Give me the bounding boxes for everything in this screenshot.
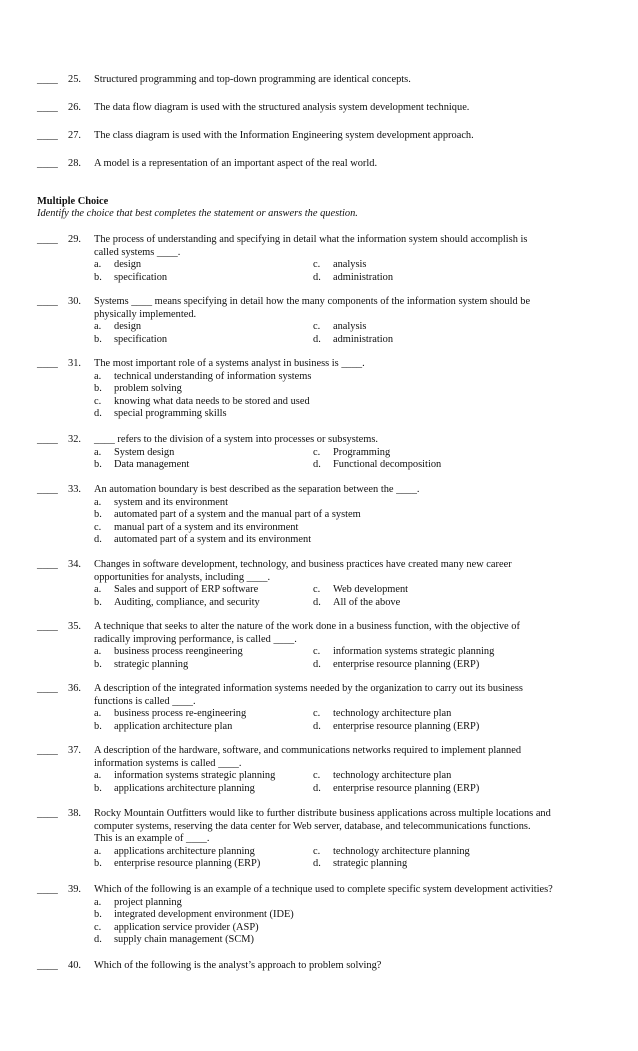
answer-option bbox=[313, 858, 407, 871]
question-text-line: A technique that seeks to alter the nature of the work done in a business function, with the objective of bbox=[94, 621, 520, 632]
question-text-line: radically improving performance, is called ____. bbox=[94, 633, 297, 645]
question-text-line: The data flow diagram is used with the structured analysis system development technique. bbox=[94, 102, 470, 113]
option-text: enterprise resource planning (ERP) bbox=[333, 782, 480, 794]
question-text-line: The process of understanding and specifying in detail what the information system should accomplish is bbox=[94, 234, 528, 245]
question-text bbox=[94, 102, 614, 115]
option-letter: b. bbox=[94, 271, 102, 283]
option-letter: c. bbox=[313, 708, 321, 720]
question-text-line: The class diagram is used with the Information Engineering system development approach. bbox=[94, 130, 474, 141]
answer-blank: ____ bbox=[37, 808, 58, 819]
answer-option bbox=[313, 459, 441, 472]
answer-option bbox=[94, 534, 311, 547]
answer-blank: ____ bbox=[37, 559, 58, 570]
answer-option bbox=[94, 783, 255, 796]
option-text: information systems strategic planning bbox=[114, 770, 276, 782]
option-letter: c. bbox=[313, 259, 321, 271]
question-text-line: A description of the integrated information systems needed by the organization to carry out its business bbox=[94, 683, 523, 694]
question-text-line: Systems ____ means specifying in detail how the many components of the information system should be bbox=[94, 296, 531, 307]
question-text-line: Which of the following is the analyst’s approach to problem solving? bbox=[94, 960, 382, 971]
answer-option bbox=[94, 259, 141, 272]
answer-blank: ____ bbox=[37, 745, 58, 756]
option-letter: d. bbox=[313, 858, 321, 870]
option-letter: d. bbox=[313, 658, 321, 670]
question-text-line: ____ refers to the division of a system into processes or subsystems. bbox=[94, 434, 378, 445]
option-letter: b. bbox=[94, 782, 102, 794]
option-text: Programming bbox=[333, 446, 391, 458]
question-text-line: called systems ____. bbox=[94, 246, 181, 258]
answer-option bbox=[313, 846, 470, 859]
answer-option bbox=[313, 334, 393, 347]
question-number: 26. bbox=[68, 102, 81, 113]
question-number: 27. bbox=[68, 130, 81, 141]
question-number: 33. bbox=[68, 484, 81, 495]
answer-option bbox=[94, 447, 174, 460]
question-text bbox=[94, 884, 614, 897]
answer-option bbox=[94, 459, 189, 472]
option-text: analysis bbox=[333, 259, 367, 271]
question-text-line: opportunities for analysts, including ____. bbox=[94, 571, 271, 583]
option-text: Web development bbox=[333, 584, 409, 596]
option-text: system and its environment bbox=[114, 496, 228, 508]
option-letter: d. bbox=[313, 596, 321, 608]
answer-option bbox=[313, 708, 451, 721]
option-text: applications architecture planning bbox=[114, 845, 255, 857]
option-text: special programming skills bbox=[114, 408, 227, 420]
answer-option bbox=[94, 497, 228, 510]
option-text: Auditing, compliance, and security bbox=[114, 596, 260, 608]
question-number: 32. bbox=[68, 434, 81, 445]
option-letter: a. bbox=[94, 370, 102, 382]
option-text: technology architecture plan bbox=[333, 708, 452, 720]
option-text: enterprise resource planning (ERP) bbox=[333, 720, 480, 732]
option-letter: b. bbox=[94, 909, 102, 921]
question-text bbox=[94, 234, 614, 259]
answer-option bbox=[313, 770, 451, 783]
option-letter: b. bbox=[94, 383, 102, 395]
option-letter: d. bbox=[313, 720, 321, 732]
answer-option bbox=[94, 522, 298, 535]
option-letter: c. bbox=[94, 395, 102, 407]
question-text-line: computer systems, reserving the data center for Web server, database, and telecommunications functions. bbox=[94, 820, 531, 832]
option-text: specification bbox=[114, 333, 168, 345]
answer-blank: ____ bbox=[37, 434, 58, 445]
option-text: technology architecture planning bbox=[333, 845, 470, 857]
answer-blank: ____ bbox=[37, 621, 58, 632]
question-text-line: Rocky Mountain Outfitters would like to further distribute business applications across multiple locations and bbox=[94, 808, 551, 819]
answer-option bbox=[94, 858, 260, 871]
option-text: analysis bbox=[333, 321, 367, 333]
option-text: strategic planning bbox=[114, 658, 189, 670]
option-letter: b. bbox=[94, 459, 102, 471]
answer-option bbox=[94, 408, 227, 421]
answer-option bbox=[94, 922, 259, 935]
option-text: supply chain management (SCM) bbox=[114, 934, 254, 946]
option-letter: d. bbox=[94, 408, 102, 420]
question-number: 30. bbox=[68, 296, 81, 307]
question-number: 31. bbox=[68, 358, 81, 369]
option-text: Sales and support of ERP software bbox=[114, 584, 259, 596]
option-text: administration bbox=[333, 333, 394, 345]
answer-option bbox=[94, 659, 188, 672]
option-text: administration bbox=[333, 271, 394, 283]
option-text: manual part of a system and its environment bbox=[114, 521, 299, 533]
option-text: applications architecture planning bbox=[114, 782, 255, 794]
option-text: technology architecture plan bbox=[333, 770, 452, 782]
answer-option bbox=[313, 597, 400, 610]
answer-blank: ____ bbox=[37, 960, 58, 971]
question-text bbox=[94, 434, 614, 447]
option-text: System design bbox=[114, 446, 175, 458]
section-title: Multiple Choice bbox=[37, 196, 109, 207]
option-text: problem solving bbox=[114, 383, 182, 395]
answer-option bbox=[94, 371, 311, 384]
question-text-line: information systems is called ____. bbox=[94, 757, 242, 769]
answer-option bbox=[313, 321, 366, 334]
option-letter: d. bbox=[313, 782, 321, 794]
answer-option bbox=[313, 259, 366, 272]
answer-option bbox=[313, 659, 479, 672]
question-text bbox=[94, 808, 614, 846]
answer-blank: ____ bbox=[37, 884, 58, 895]
answer-option bbox=[94, 272, 167, 285]
question-text-line: An automation boundary is best described as the separation between the ____. bbox=[94, 484, 420, 495]
option-text: business process reengineering bbox=[114, 646, 243, 658]
question-text bbox=[94, 358, 614, 371]
question-text-line: A description of the hardware, software, and communications networks required to implement planned bbox=[94, 745, 522, 756]
question-text bbox=[94, 74, 614, 87]
question-text-line: Structured programming and top-down programming are identical concepts. bbox=[94, 74, 411, 85]
answer-blank: ____ bbox=[37, 296, 58, 307]
question-number: 36. bbox=[68, 683, 81, 694]
option-letter: b. bbox=[94, 858, 102, 870]
option-text: information systems strategic planning bbox=[333, 646, 495, 658]
answer-option bbox=[94, 934, 254, 947]
question-text bbox=[94, 158, 614, 171]
option-text: project planning bbox=[114, 896, 182, 908]
answer-option bbox=[94, 646, 243, 659]
answer-option bbox=[313, 721, 479, 734]
answer-blank: ____ bbox=[37, 102, 58, 113]
question-text-line: physically implemented. bbox=[94, 308, 197, 320]
answer-option bbox=[94, 383, 182, 396]
option-text: knowing what data needs to be stored and used bbox=[114, 395, 310, 407]
option-letter: c. bbox=[313, 770, 321, 782]
answer-blank: ____ bbox=[37, 683, 58, 694]
option-letter: a. bbox=[94, 896, 102, 908]
answer-blank: ____ bbox=[37, 158, 58, 169]
option-text: design bbox=[114, 321, 142, 333]
option-letter: d. bbox=[313, 459, 321, 471]
answer-option bbox=[313, 272, 393, 285]
option-text: All of the above bbox=[333, 596, 401, 608]
question-number: 28. bbox=[68, 158, 81, 169]
answer-option bbox=[94, 584, 258, 597]
question-text bbox=[94, 621, 614, 646]
option-text: design bbox=[114, 259, 142, 271]
answer-option bbox=[94, 396, 310, 409]
option-letter: c. bbox=[313, 584, 321, 596]
option-text: automated part of a system and the manual part of a system bbox=[114, 509, 361, 521]
option-letter: c. bbox=[94, 521, 102, 533]
option-text: enterprise resource planning (ERP) bbox=[114, 858, 261, 870]
option-letter: a. bbox=[94, 770, 102, 782]
answer-option bbox=[313, 646, 494, 659]
option-letter: a. bbox=[94, 446, 102, 458]
question-number: 38. bbox=[68, 808, 81, 819]
option-letter: c. bbox=[313, 646, 321, 658]
answer-blank: ____ bbox=[37, 234, 58, 245]
answer-option bbox=[313, 584, 408, 597]
option-text: automated part of a system and its environment bbox=[114, 534, 312, 546]
question-text-line: functions is called ____. bbox=[94, 695, 196, 707]
option-text: application service provider (ASP) bbox=[114, 921, 259, 933]
answer-option bbox=[94, 846, 255, 859]
answer-blank: ____ bbox=[37, 358, 58, 369]
question-number: 29. bbox=[68, 234, 81, 245]
question-number: 37. bbox=[68, 745, 81, 756]
option-letter: d. bbox=[94, 534, 102, 546]
option-letter: d. bbox=[313, 333, 321, 345]
option-text: Data management bbox=[114, 459, 190, 471]
answer-option bbox=[94, 897, 182, 910]
option-letter: a. bbox=[94, 496, 102, 508]
question-number: 39. bbox=[68, 884, 81, 895]
question-text-line: The most important role of a systems analyst in business is ____. bbox=[94, 358, 365, 369]
option-text: enterprise resource planning (ERP) bbox=[333, 658, 480, 670]
answer-option bbox=[313, 783, 479, 796]
option-text: Functional decomposition bbox=[333, 459, 442, 471]
option-text: integrated development environment (IDE) bbox=[114, 909, 294, 921]
answer-option bbox=[94, 909, 294, 922]
question-text-line: This is an example of ____. bbox=[94, 833, 210, 845]
question-text bbox=[94, 960, 614, 973]
answer-option bbox=[94, 721, 232, 734]
answer-blank: ____ bbox=[37, 484, 58, 495]
option-text: specification bbox=[114, 271, 168, 283]
answer-option bbox=[94, 708, 246, 721]
option-letter: b. bbox=[94, 720, 102, 732]
option-letter: a. bbox=[94, 845, 102, 857]
answer-option bbox=[94, 334, 167, 347]
answer-option bbox=[313, 447, 390, 460]
option-text: technical understanding of information systems bbox=[114, 370, 312, 382]
option-text: business process re-engineering bbox=[114, 708, 247, 720]
section-instructions: Identify the choice that best completes the statement or answers the question. bbox=[37, 208, 358, 219]
question-number: 40. bbox=[68, 960, 81, 971]
option-letter: b. bbox=[94, 658, 102, 670]
option-letter: a. bbox=[94, 708, 102, 720]
question-text bbox=[94, 683, 614, 708]
option-letter: c. bbox=[313, 321, 321, 333]
question-number: 35. bbox=[68, 621, 81, 632]
question-text bbox=[94, 130, 614, 143]
option-letter: d. bbox=[313, 271, 321, 283]
answer-blank: ____ bbox=[37, 130, 58, 141]
question-number: 34. bbox=[68, 559, 81, 570]
option-text: strategic planning bbox=[333, 858, 408, 870]
answer-option bbox=[94, 509, 361, 522]
question-number: 25. bbox=[68, 74, 81, 85]
option-text: application architecture plan bbox=[114, 720, 233, 732]
option-letter: a. bbox=[94, 646, 102, 658]
option-letter: a. bbox=[94, 321, 102, 333]
answer-option bbox=[94, 770, 275, 783]
option-letter: b. bbox=[94, 333, 102, 345]
answer-blank: ____ bbox=[37, 74, 58, 85]
question-text-line: Changes in software development, technology, and business practices have created many new career bbox=[94, 559, 512, 570]
option-letter: d. bbox=[94, 934, 102, 946]
question-text bbox=[94, 296, 614, 321]
option-letter: a. bbox=[94, 259, 102, 271]
question-text-line: A model is a representation of an important aspect of the real world. bbox=[94, 158, 378, 169]
option-letter: c. bbox=[94, 921, 102, 933]
option-letter: c. bbox=[313, 446, 321, 458]
option-letter: b. bbox=[94, 509, 102, 521]
question-text-line: Which of the following is an example of a technique used to complete specific system development activities? bbox=[94, 884, 553, 895]
option-letter: c. bbox=[313, 845, 321, 857]
option-letter: b. bbox=[94, 596, 102, 608]
question-text bbox=[94, 484, 614, 497]
question-text bbox=[94, 745, 614, 770]
answer-option bbox=[94, 597, 260, 610]
option-letter: a. bbox=[94, 584, 102, 596]
question-text bbox=[94, 559, 614, 584]
answer-option bbox=[94, 321, 141, 334]
